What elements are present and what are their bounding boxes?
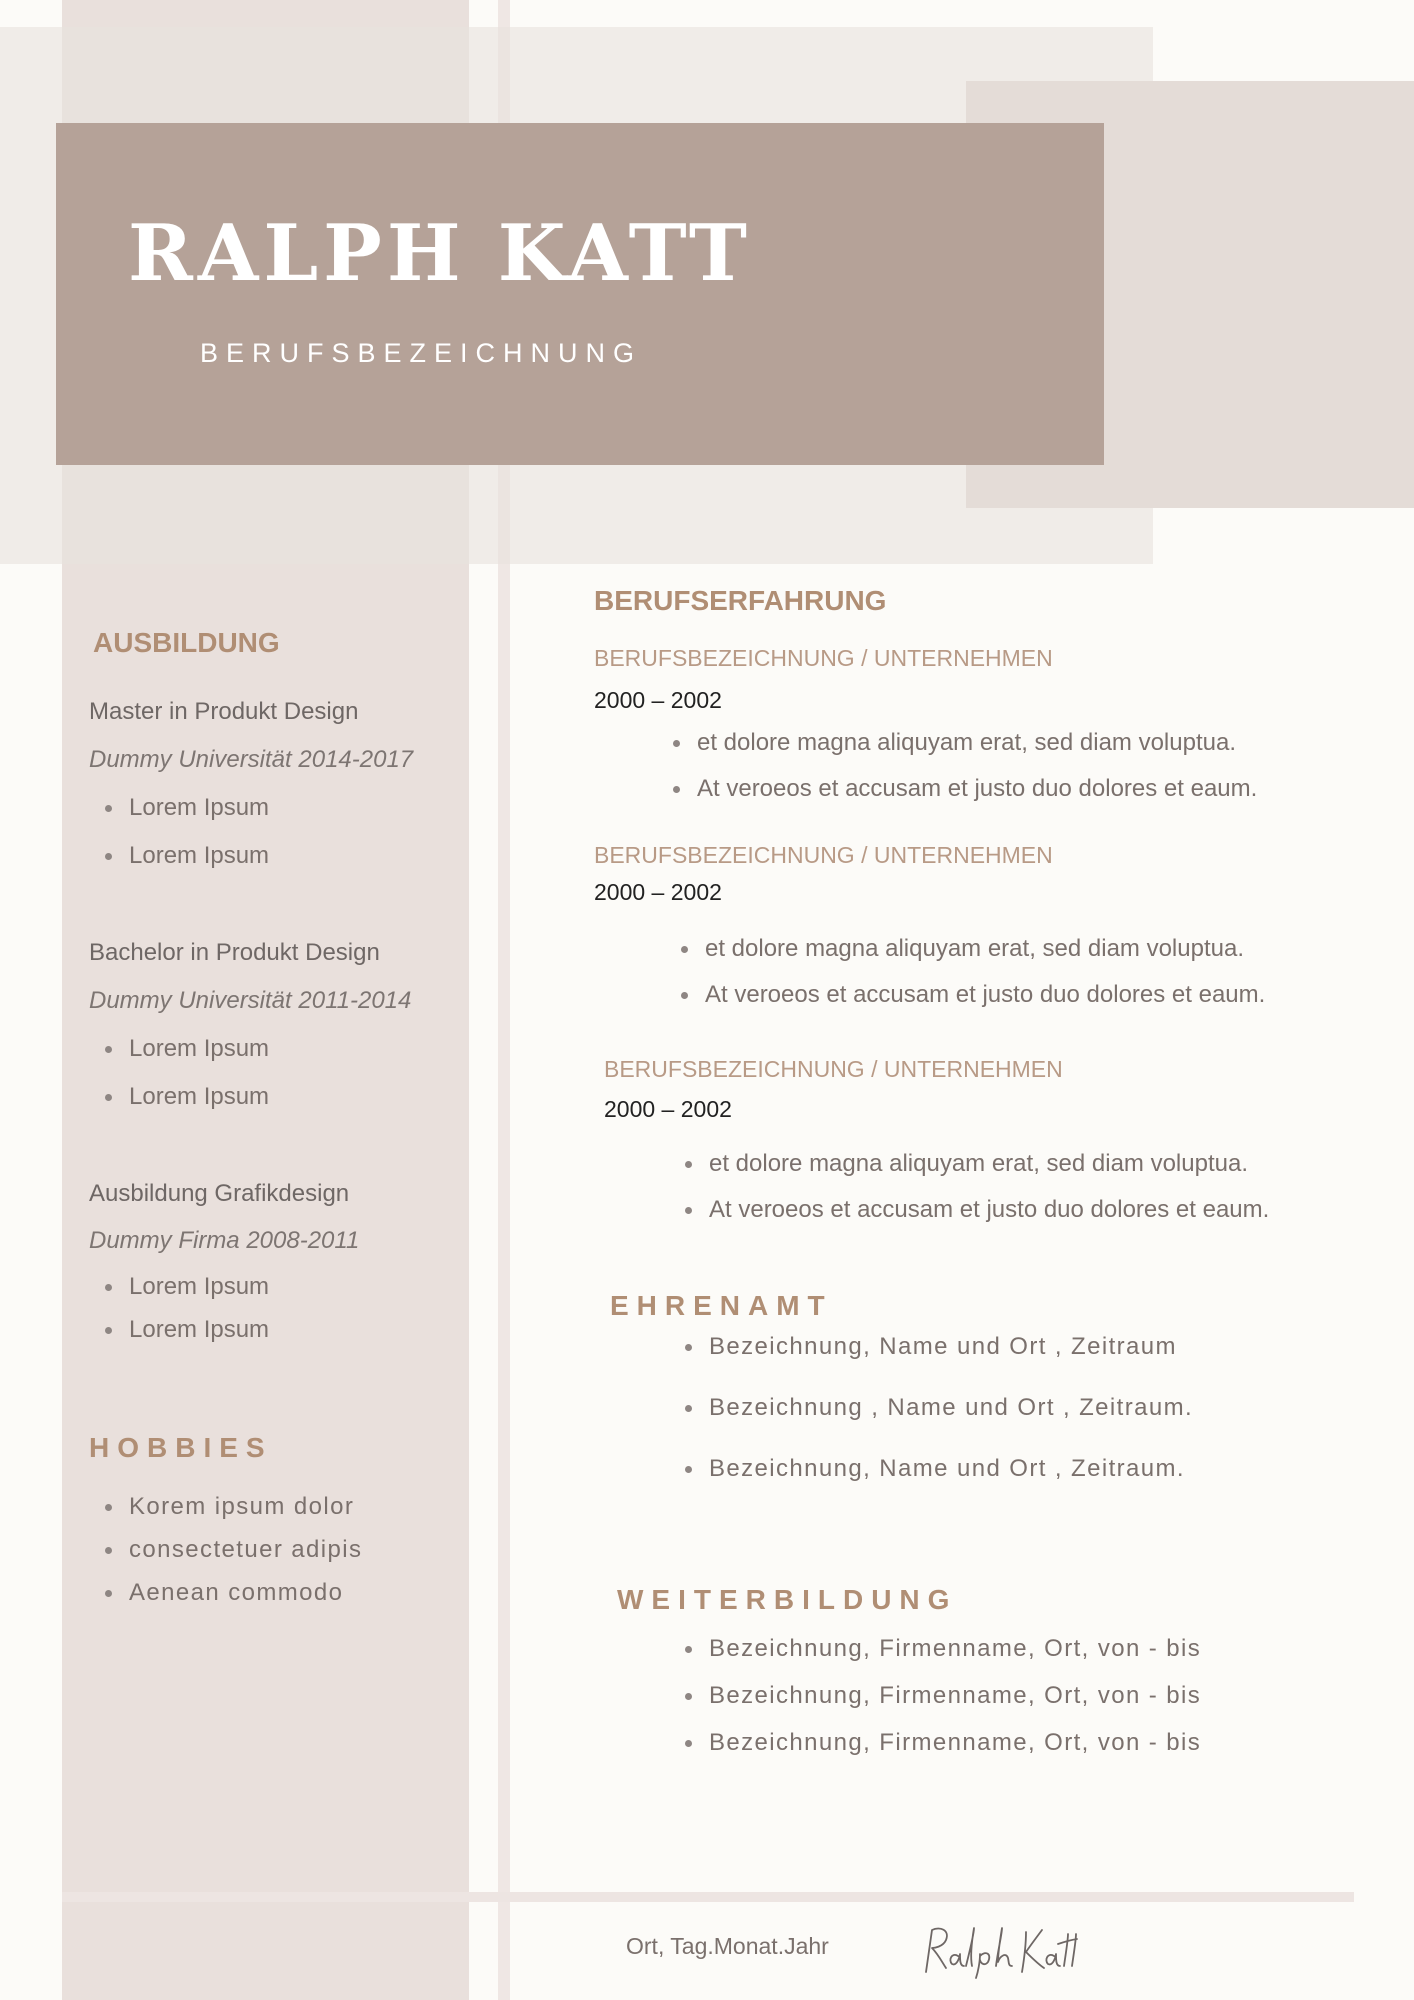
list-item: et dolore magna aliquyam erat, sed diam voluptua. [675,937,1265,961]
list-item: Lorem Ipsum [99,1275,269,1299]
education-degree: Ausbildung Grafikdesign [89,1180,350,1207]
experience-dates: 2000 – 2002 [594,879,722,905]
volunteer-list [679,1335,1193,1481]
list-item: Bezeichnung, Firmenname, Ort, von - bis [679,1637,1201,1661]
list-item: Lorem Ipsum [99,1037,269,1061]
experience-job-title: BERUFSBEZEICHNUNG / UNTERNEHMEN [594,842,1053,868]
footer-divider [62,1892,1354,1902]
list-item: Lorem Ipsum [99,1318,269,1342]
education-title: AUSBILDUNG [93,627,280,658]
list-item: At veroeos et accusam et justo duo dolores et eaum. [675,983,1265,1007]
training-title: WEITERBILDUNG [617,1584,958,1615]
experience-dates: 2000 – 2002 [594,687,722,713]
list-item: Bezeichnung, Name und Ort , Zeitraum [679,1335,1193,1359]
list-item: At veroeos et accusam et justo duo dolores et eaum. [667,777,1257,801]
experience-bullets [675,937,1265,1007]
experience-bullets [679,1152,1269,1222]
list-item: et dolore magna aliquyam erat, sed diam voluptua. [679,1152,1269,1176]
list-item: At veroeos et accusam et justo duo dolores et eaum. [679,1198,1269,1222]
list-item: Korem ipsum dolor [99,1495,362,1519]
training-list [679,1637,1201,1755]
hobbies-title: HOBBIES [89,1432,273,1463]
experience-title: BERUFSERFAHRUNG [594,585,887,616]
list-item: Bezeichnung , Name und Ort , Zeitraum. [679,1396,1193,1420]
candidate-name: RALPH KATT [128,208,752,299]
list-item: Lorem Ipsum [99,796,269,820]
list-item: Lorem Ipsum [99,844,269,868]
experience-dates: 2000 – 2002 [604,1096,732,1122]
list-item: Bezeichnung, Firmenname, Ort, von - bis [679,1731,1201,1755]
education-items [99,1275,269,1342]
list-item: et dolore magna aliquyam erat, sed diam voluptua. [667,731,1257,755]
volunteer-title: EHRENAMT [610,1290,833,1321]
list-item: Lorem Ipsum [99,1085,269,1109]
education-school: Dummy Universität 2014-2017 [89,746,414,773]
education-school: Dummy Universität 2011-2014 [89,987,412,1014]
education-degree: Master in Produkt Design [89,698,359,725]
education-items [99,1037,269,1109]
list-item: Bezeichnung, Firmenname, Ort, von - bis [679,1684,1201,1708]
education-items [99,796,269,868]
education-school: Dummy Firma 2008-2011 [89,1227,360,1254]
job-title: BERUFSBEZEICHNUNG [200,338,643,368]
experience-bullets [667,731,1257,801]
place-date: Ort, Tag.Monat.Jahr [626,1933,829,1959]
education-degree: Bachelor in Produkt Design [89,939,380,966]
list-item: Aenean commodo [99,1581,362,1605]
experience-job-title: BERUFSBEZEICHNUNG / UNTERNEHMEN [594,645,1053,671]
hobbies-list [99,1495,362,1605]
list-item: consectetuer adipis [99,1538,362,1562]
signature [918,1920,1078,1980]
list-item: Bezeichnung, Name und Ort , Zeitraum. [679,1457,1193,1481]
experience-job-title: BERUFSBEZEICHNUNG / UNTERNEHMEN [604,1056,1063,1082]
